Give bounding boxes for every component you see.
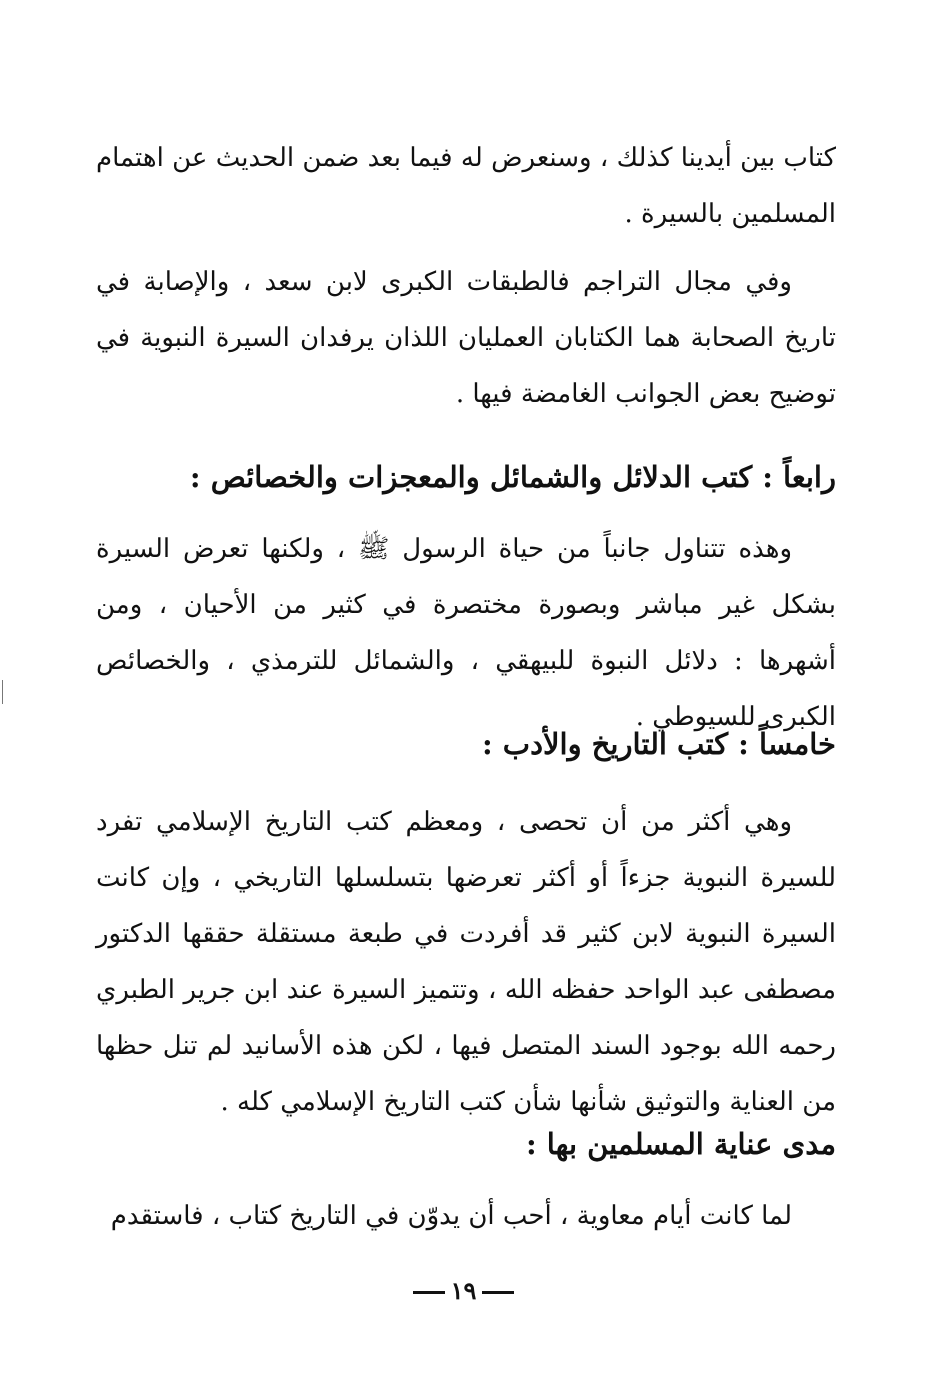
paragraph-biographies: وفي مجال التراجم فالطبقات الكبرى لابن سعد ، والإصابة في تاريخ الصحابة هما الكتابان العمليان اللذان يرفدان السيرة النبوية في توضيح بعض الجوانب الغامضة فيها . xyxy=(96,267,836,409)
paragraph-continuation: كتاب بين أيدينا كذلك ، وسنعرض له فيما بعد ضمن الحديث عن اهتمام المسلمين بالسيرة . xyxy=(96,143,836,229)
section-heading-muslims-care: مدى عناية المسلمين بها : xyxy=(525,1127,836,1161)
paragraph-dalail: وهذه تتناول جانباً من حياة الرسول ﷺ ، ولكنها تعرض السيرة بشكل غير مباشر وبصورة مختصرة في كثير من الأحيان ، ومن أشهرها : دلائل النبوة للبيهقي ، والشمائل للترمذي ، والخصائص الكبرى للسيوطي . xyxy=(96,534,836,732)
page-number xyxy=(0,1276,927,1305)
paragraph-history-books: وهي أكثر من أن تحصى ، ومعظم كتب التاريخ الإسلامي تفرد للسيرة النبوية جزءاً أو أكثر تعرضها بتسلسلها التاريخي ، وإن كانت السيرة النبوية لابن كثير قد أفردت في طبعة مستقلة حققها الدكتور مصطفى عبد الواحد حفظه الله ، وتتميز السيرة عند ابن جرير الطبري رحمه الله بوجود السند المتصل فيها ، لكن هذه الأسانيد لم تنل حظها من العناية والتوثيق شأنها شأن كتب التاريخ الإسلامي كله . xyxy=(96,807,837,1117)
dash-right xyxy=(413,1291,445,1294)
section-heading-fifth: خامساً : كتب التاريخ والأدب : xyxy=(481,727,836,761)
page-number-label: ١٩ xyxy=(450,1276,477,1305)
dash-left xyxy=(482,1291,514,1294)
section-heading-fourth: رابعاً : كتب الدلائل والشمائل والمعجزات والخصائص : xyxy=(189,460,836,494)
margin-mark xyxy=(2,680,3,704)
paragraph-muawiya: لما كانت أيام معاوية ، أحب أن يدوّن في التاريخ كتاب ، فاستقدم xyxy=(110,1201,792,1231)
